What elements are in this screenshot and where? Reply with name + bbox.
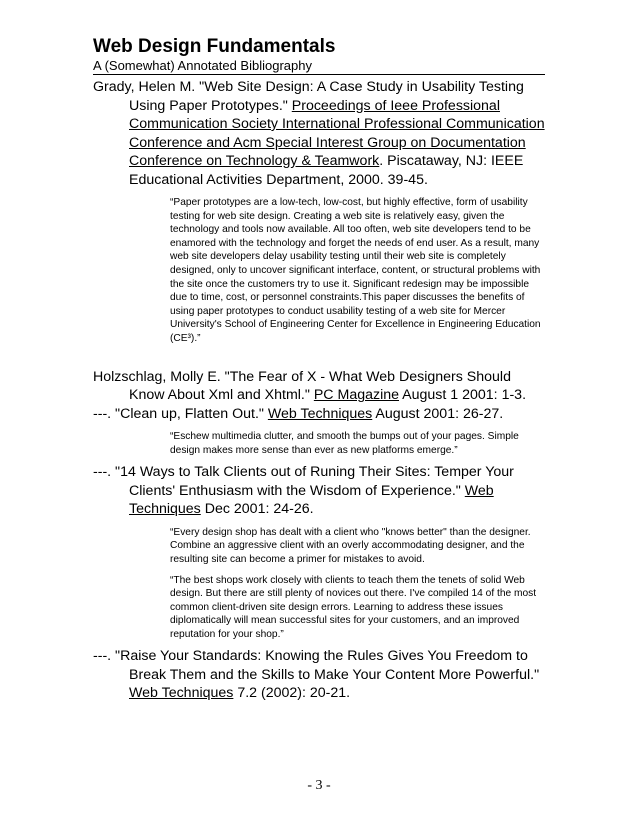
page-title: Web Design Fundamentals bbox=[93, 36, 336, 57]
citation bbox=[93, 78, 545, 189]
citation bbox=[93, 405, 545, 424]
citation-source: Web Techniques bbox=[129, 482, 494, 518]
citation-text: ---. "14 Ways to Talk Clients out of Runing Their Sites: Temper Your Clients' Enthusiasm with the Wisdom of Experience." bbox=[93, 464, 514, 499]
citation-text: ---. "Raise Your Standards: Knowing the Rules Gives You Freedom to Break Them and the Skills to Make Your Content More Powerful." bbox=[93, 648, 540, 683]
bibliography-entry bbox=[93, 78, 545, 346]
citation-details: Dec 2001: 24-26. bbox=[200, 501, 314, 518]
bibliography-entry bbox=[93, 405, 545, 458]
citation bbox=[93, 647, 545, 703]
annotation-quote: “Every design shop has dealt with a client who "knows better" than the designer. Combine an aggressive client with an overly accommodating designer, and the resulting site can become a primer for mistakes to avoid. bbox=[170, 526, 531, 565]
citation-details: . Piscataway, NJ: IEEE Educational Activities Department, 2000. 39-45. bbox=[129, 153, 524, 188]
citation-source: PC Magazine bbox=[313, 387, 400, 404]
bibliography-entry bbox=[93, 463, 545, 641]
annotation-quote: “Paper prototypes are a low-tech, low-cost, but highly effective, form of usability testing for web site design. Creating a web site is relatively easy, given the technology and tools now available. All too often, web site developers tend to be enamored with the technology and forget the needs of end user. As a result, many web site developers delay usability testing until their web site is completely designed, only to uncover significant interface, content, or structural problems with the site once the customers try to use it. Significant redesign may be impossible due to time, cost, or personnel constraints.This paper discusses the benefits of using paper prototypes to conduct usability testing of a web site for Mercer University's School of Engineering Center for Excellence in Engineering Education (CE³).” bbox=[170, 197, 541, 344]
citation-text: Grady, Helen M. "Web Site Design: A Case Study in Usability Testing Using Paper Prototypes." bbox=[93, 79, 524, 114]
citation-details: August 1 2001: 1-3. bbox=[399, 387, 527, 404]
citation-source: Web Techniques bbox=[267, 405, 373, 422]
citation bbox=[93, 463, 545, 519]
citation-details: 7.2 (2002): 20-21. bbox=[233, 685, 351, 702]
citation-details: August 2001: 26-27. bbox=[372, 405, 504, 422]
bibliography-entry bbox=[93, 368, 545, 405]
annotation-quote: “Eschew multimedia clutter, and smooth the bumps out of your pages. Simple design makes more sense than ever as new platforms emerge.” bbox=[170, 431, 519, 456]
citation-text: ---. "Clean up, Flatten Out." bbox=[93, 405, 268, 422]
citation-source: Web Techniques bbox=[129, 685, 234, 702]
citation-source: Proceedings of Ieee Professional Communication Society International Professional Communication Conference and Acm Special Interest Group on Documentation Conference on Technology & Teamwork bbox=[129, 97, 545, 169]
annotation-quote: “The best shops work closely with clients to teach them the tenets of solid Web design. But there are still plenty of novices out there. I've compiled 14 of the most common client-driven site design errors. Learning to address these issues diplomatically will mean successful sites for your customers, and an improved reputation for your shop.” bbox=[170, 574, 537, 640]
bibliography-entry bbox=[93, 647, 545, 703]
citation-text: Holzschlag, Molly E. "The Fear of X - What Web Designers Should Know About Xml and Xhtml." bbox=[93, 368, 511, 404]
page-subtitle: A (Somewhat) Annotated Bibliography bbox=[93, 58, 545, 75]
document-page bbox=[93, 36, 545, 703]
citation bbox=[93, 368, 545, 405]
page-number: - 3 - bbox=[307, 778, 331, 793]
